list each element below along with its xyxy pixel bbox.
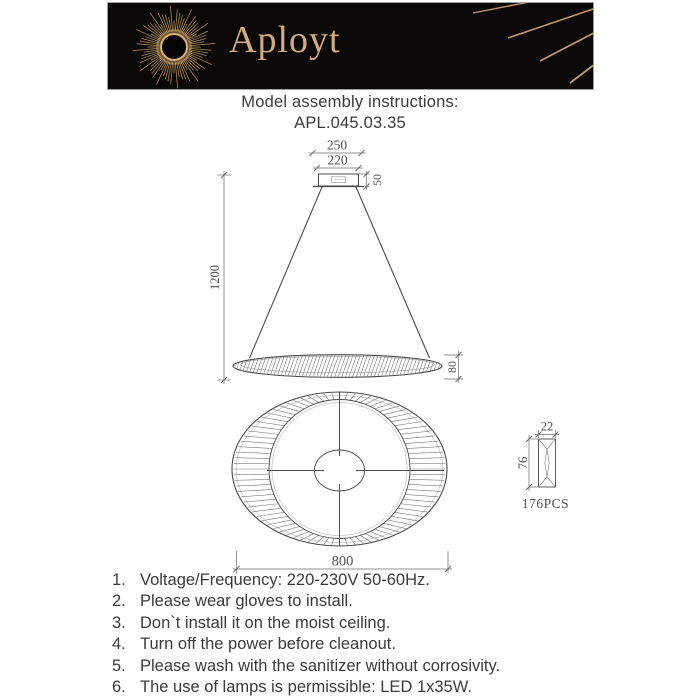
instruction-text: Turn off the power before cleanout.: [140, 635, 396, 654]
dim-ring-diameter: 800: [331, 553, 354, 570]
dim-crystal-height: 76: [516, 456, 530, 470]
canopy-side-view: [313, 174, 364, 187]
dim-canopy-height: 50: [370, 174, 384, 186]
instruction-number: 6.: [112, 678, 126, 697]
instruction-item: [112, 677, 652, 698]
instruction-number: 5.: [112, 656, 126, 675]
instruction-text: The use of lamps is permissible: LED 1x35W.: [140, 678, 472, 697]
instruction-number: 4.: [112, 635, 126, 654]
crystal-prism: [539, 439, 556, 487]
instruction-text: Please wear gloves to install.: [140, 592, 353, 611]
brand-name: Aployt: [229, 19, 341, 61]
instruction-item: [112, 613, 652, 634]
instruction-number: 1.: [112, 571, 126, 589]
instruction-number: 2.: [112, 592, 126, 611]
dim-ring-profile-height: 80: [445, 361, 459, 373]
instruction-list: [112, 570, 652, 698]
instruction-item: [112, 570, 652, 591]
ring-top-view: [232, 392, 447, 546]
page-title: Model assembly instructions:: [241, 93, 459, 111]
instruction-item: [112, 634, 652, 655]
instruction-text: Don`t install it on the moist ceiling.: [140, 613, 391, 632]
dim-canopy-width: 220: [327, 152, 348, 168]
instruction-text: Please wash with the sanitizer without corrosivity.: [140, 656, 501, 675]
instruction-number: 3.: [112, 613, 126, 632]
instruction-item: [112, 591, 652, 612]
dim-canopy-flange-width: 250: [326, 137, 348, 153]
dim-crystal-width: 22: [540, 419, 554, 434]
ring-side-view: [230, 355, 443, 378]
instruction-text: Voltage/Frequency: 220-230V 50-60Hz.: [140, 571, 430, 589]
model-code: APL.045.03.35: [294, 114, 406, 132]
suspension-cables: [250, 187, 430, 358]
dim-suspension-height: 1200: [208, 265, 222, 290]
crystal-quantity-label: 176PCS: [521, 496, 570, 511]
instruction-item: [112, 656, 652, 677]
